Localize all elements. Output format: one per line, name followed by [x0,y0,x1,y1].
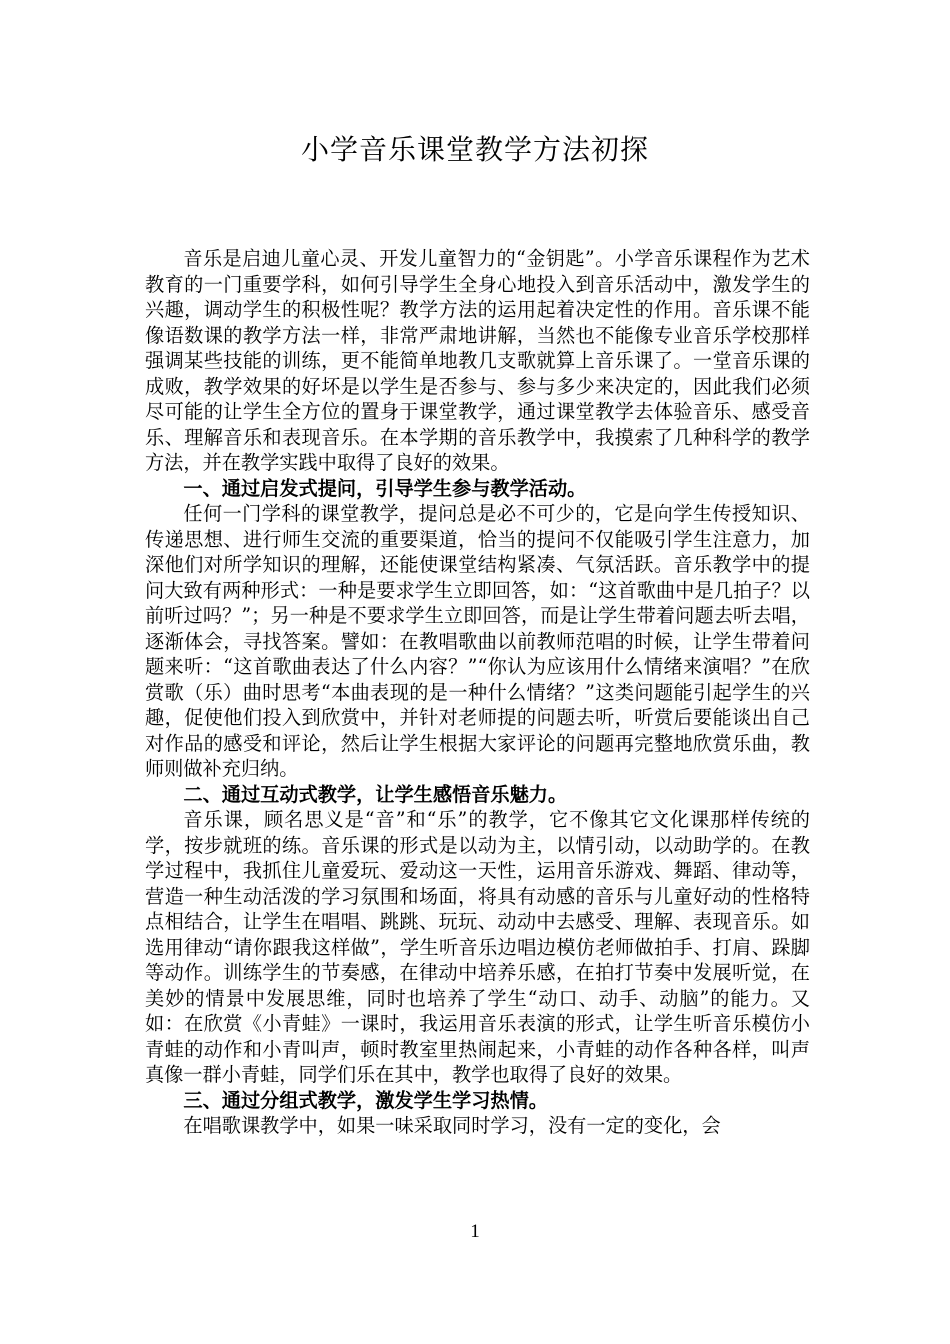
section-heading-1: 一、通过启发式提问，引导学生参与教学活动。 [183,476,587,500]
document-body [145,246,810,1139]
section-heading-3: 三、通过分组式教学，激发学生学习热情。 [183,1088,548,1112]
section-1-paragraph: 任何一门学科的课堂教学，提问总是必不可少的，它是向学生传授知识、传递思想、进行师生交流的重要渠道，恰当的提问不仅能吸引学生注意力，加深他们对所学知识的理解，还能使课堂结构紧凑、气氛活跃。音乐教学中的提问大致有两种形式：一种是要求学生立即回答，如：“这首歌曲中是几拍子？以前听过吗？”；另一种是不要求学生立即回答，而是让学生带着问题去听去唱，逐渐体会，寻找答案。譬如：在教唱歌曲以前教师范唱的时候，让学生带着问题来听：“这首歌曲表达了什么内容？”“你认为应该用什么情绪来演唱？”在欣赏歌（乐）曲时思考“本曲表现的是一种什么情绪？”这类问题能引起学生的兴趣，促使他们投入到欣赏中，并针对老师提的问题去听，听赏后要能谈出自己对作品的感受和评论，然后让学生根据大家评论的问题再完整地欣赏乐曲，教师则做补充归纳。 [145,502,810,780]
page-number: 1 [470,1221,480,1242]
section-heading-2: 二、通过互动式教学，让学生感悟音乐魅力。 [183,782,568,806]
section-3-paragraph: 在唱歌课教学中，如果一味采取同时学习，没有一定的变化，会 [183,1114,721,1137]
section-2-paragraph: 音乐课，顾名思义是“音”和“乐”的教学，它不像其它文化课那样传统的学，按步就班的练。音乐课的形式是以动为主，以情引动，以动助学的。在教学过程中，我抓住儿童爱玩、爱动这一天性，运用音乐游戏、舞蹈、律动等，营造一种生动活泼的学习氛围和场面，将具有动感的音乐与儿童好动的性格特点相结合，让学生在唱唱、跳跳、玩玩、动动中去感受、理解、表现音乐。如选用律动“请你跟我这样做”，学生听音乐边唱边模仿老师做拍手、打肩、跺脚等动作。训练学生的节奏感，在律动中培养乐感，在拍打节奏中发展听觉，在美妙的情景中发展思维，同时也培养了学生“动口、动手、动脑”的能力。又如：在欣赏《小青蛙》一课时，我运用音乐表演的形式，让学生听音乐模仿小青蛙的动作和小青叫声，顿时教室里热闹起来，小青蛙的动作各种各样，叫声真像一群小青蛙，同学们乐在其中，教学也取得了良好的效果。 [145,808,810,1086]
intro-paragraph: 音乐是启迪儿童心灵、开发儿童智力的“金钥匙”。小学音乐课程作为艺术教育的一门重要学科，如何引导学生全身心地投入到音乐活动中，激发学生的兴趣，调动学生的积极性呢？教学方法的运用起着决定性的作用。音乐课不能像语数课的教学方法一样，非常严肃地讲解，当然也不能像专业音乐学校那样强调某些技能的训练，更不能简单地教几支歌就算上音乐课了。一堂音乐课的成败，教学效果的好坏是以学生是否参与、参与多少来决定的，因此我们必须尽可能的让学生全方位的置身于课堂教学，通过课堂教学去体验音乐、感受音乐、理解音乐和表现音乐。在本学期的音乐教学中，我摸索了几种科学的教学方法，并在教学实践中取得了良好的效果。 [145,247,810,474]
document-title: 小学音乐课堂教学方法初探 [300,133,649,166]
